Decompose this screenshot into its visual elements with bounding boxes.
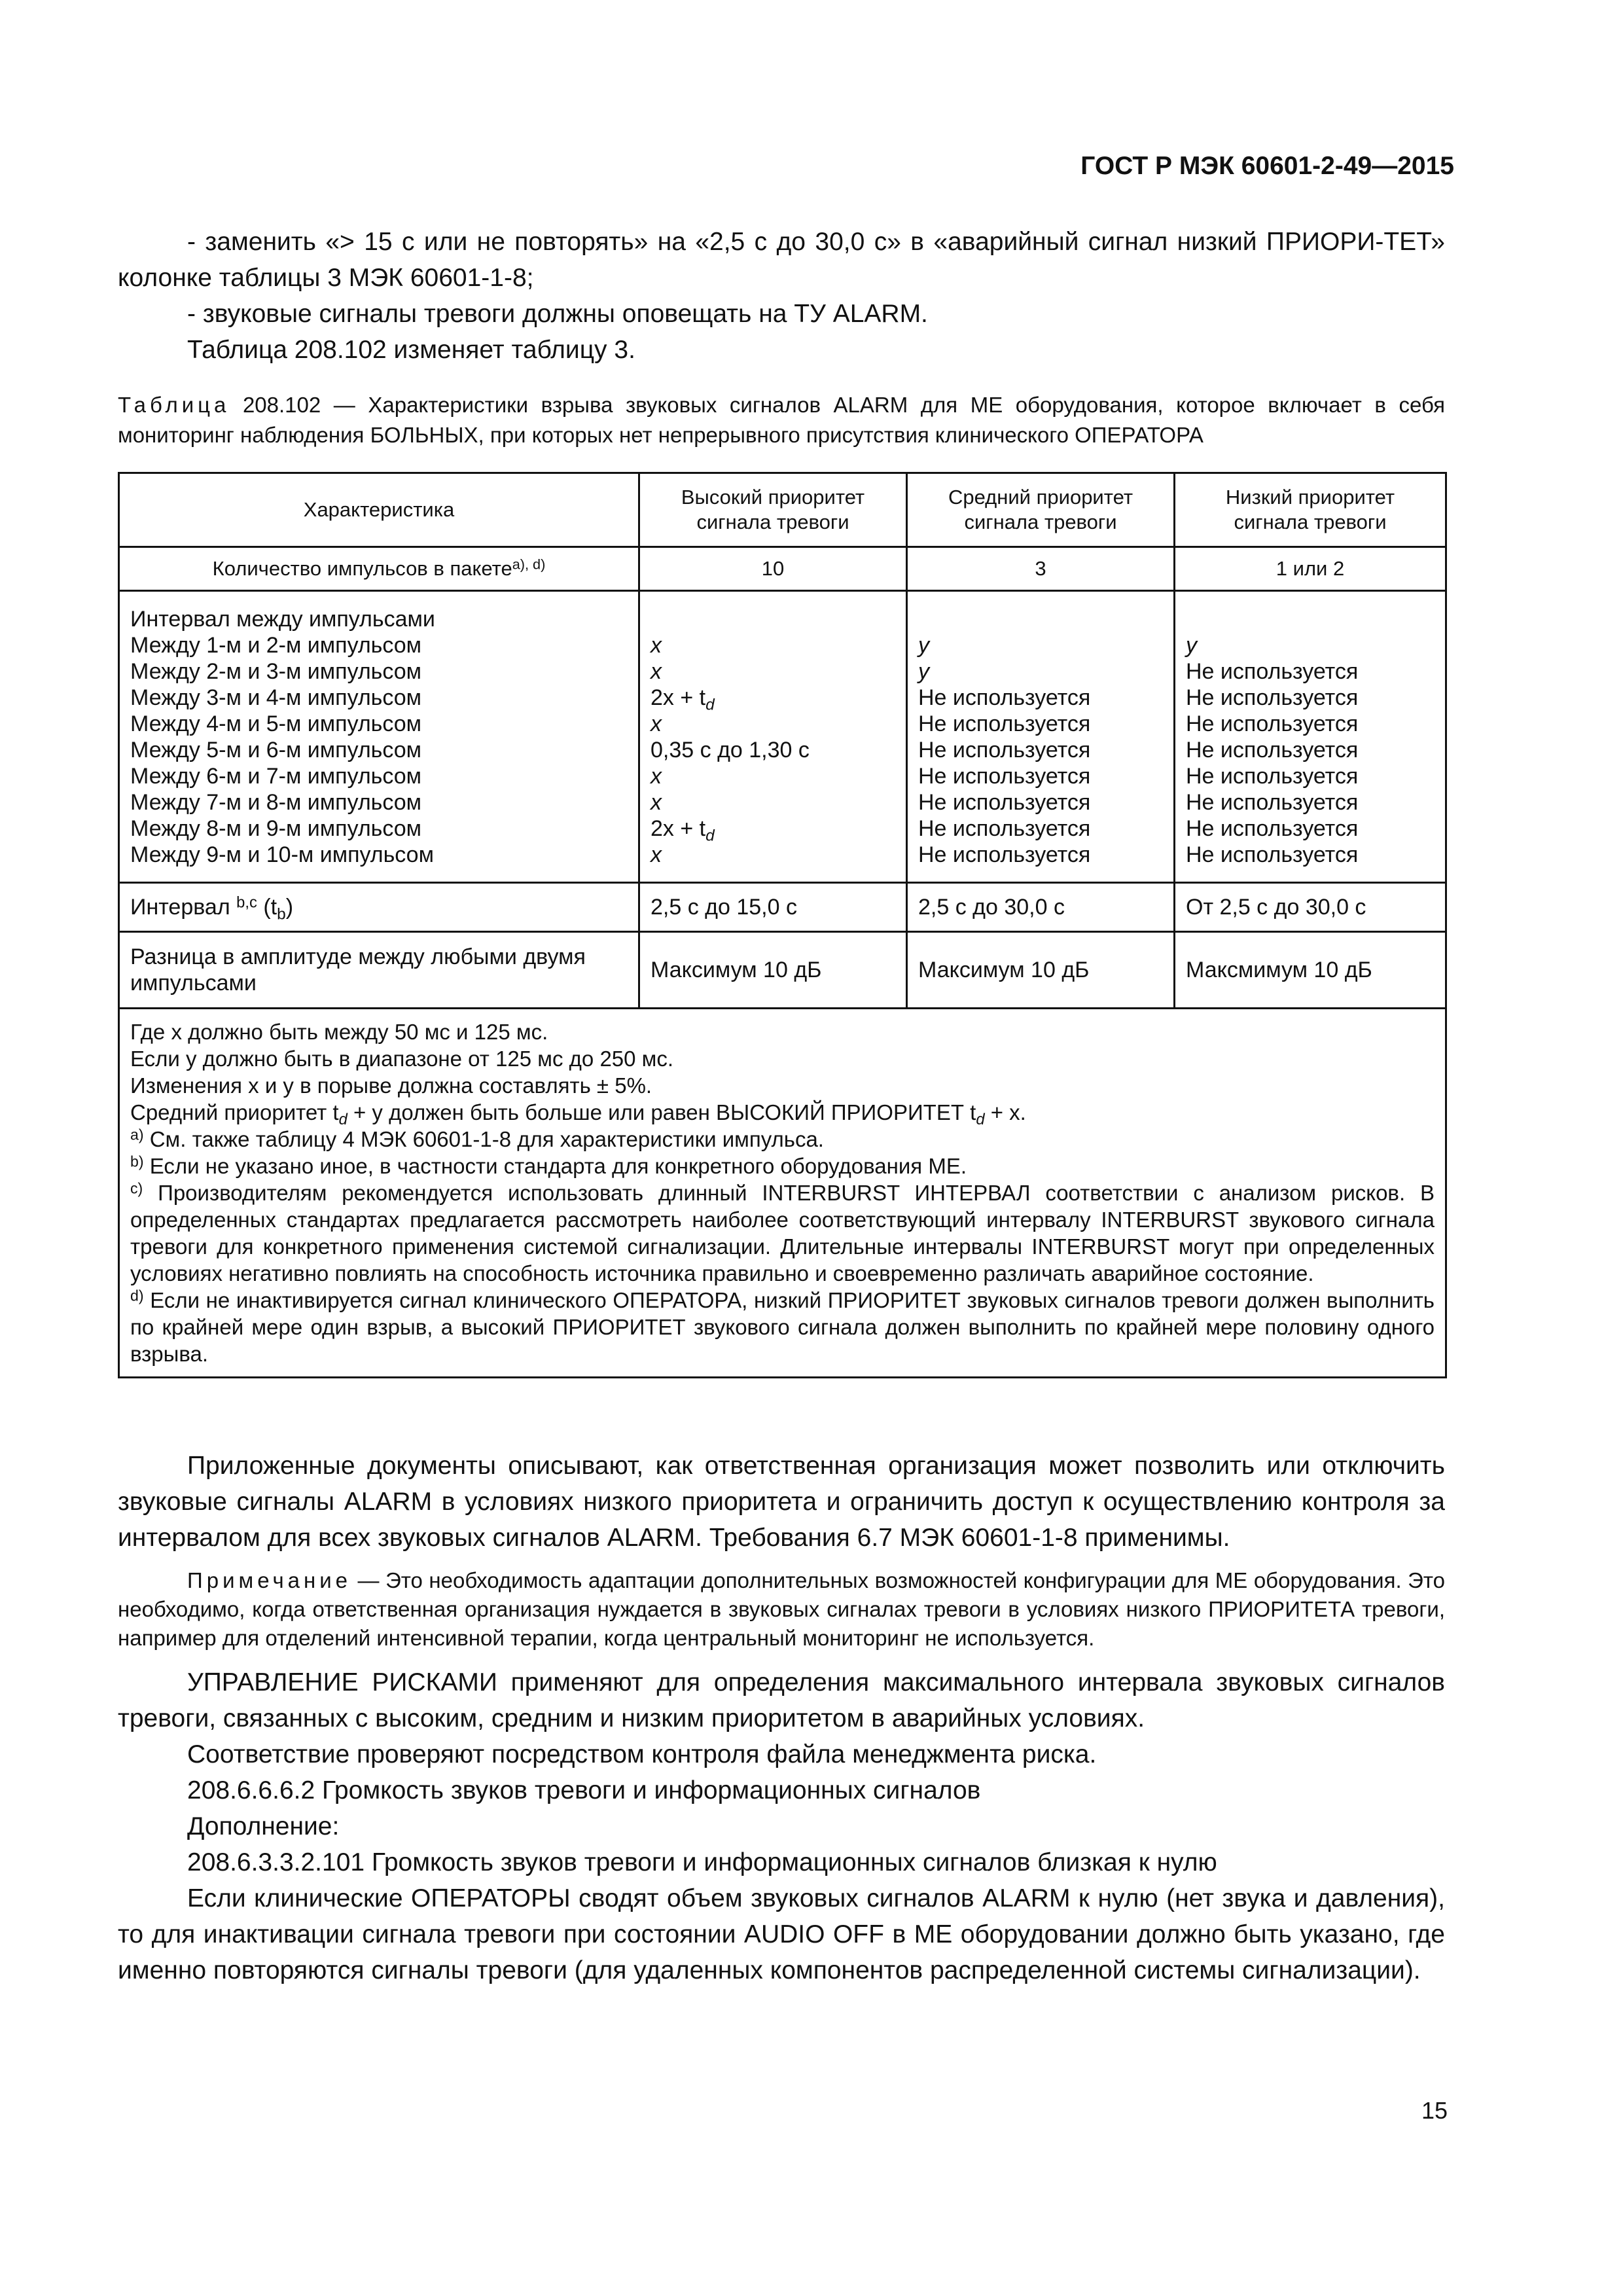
amplitude-medium: Максимум 10 дБ [907,932,1175,1009]
paragraph-documents: Приложенные документы описывают, как ответственная организация может позволить или отключить звуковые сигналы ALARM в условиях низкого приоритета и ограничить доступ к осуществлению контроля за интервалом для всех звуковых сигналов ALARM. Требования 6.7 МЭК 60601-1-8 применимы. [118,1452,1445,1552]
header-medium-priority: Средний приоритет сигнала тревоги [907,473,1175,547]
interburst-label: Интервал $^{b,c}$ $(t_b)$ [119,883,639,932]
interval-high: x x $2x + t_d$ x 0,35 с до 1,30 с x x $2x + t_d$ x [639,591,907,883]
note-label: Примечание [187,1568,352,1592]
interburst-row [119,883,1446,932]
alarm-burst-table [118,472,1445,1378]
interburst-medium: 2,5 с до 30,0 с [907,883,1175,932]
interburst-high: 2,5 с до 15,0 с [639,883,907,932]
footnotes-row [119,1009,1446,1378]
paragraph-compliance: Соответствие проверяют посредством контроля файла менеджмента риска. [187,1740,1097,1768]
intro-line-2: - звуковые сигналы тревоги должны оповещать на ТУ ALARM. [187,300,928,328]
intro-line-3: Таблица 208.102 изменяет таблицу 3. [187,336,635,364]
footnote-y: Если y должно быть в диапазоне от 125 мс до 250 мс. [130,1047,674,1071]
amplitude-high: Максимум 10 дБ [639,932,907,1009]
header-low-priority: Низкий приоритет сигнала тревоги [1175,473,1446,547]
header-characteristic: Характеристика [119,473,639,547]
paragraph-risk-management: УПРАВЛЕНИЕ РИСКАМИ применяют для определения максимального интервала звуковых сигналов тревоги, связанных с высоким, средним и низким приоритетом в аварийных условиях. [118,1668,1445,1732]
interval-labels: Интервал между импульсами Между 1-м и 2-м импульсом Между 2-м и 3-м импульсом Между 3-м и 4-м импульсом Между 4-м и 5-м импульсом Между 5-м и 6-м импульсом Между 6-м и 7-м импульсом Между 7-м и 8-м импульсом Между 8-м и 9-м импульсом Между 9-м и 10-м импульсом [119,591,639,883]
table-footnotes [119,1009,1446,1378]
interburst-low: От 2,5 с до 30,0 с [1175,883,1446,932]
clause-heading-1: 208.6.6.6.2 Громкость звуков тревоги и информационных сигналов [187,1776,981,1804]
body-text [118,1448,1445,1988]
pulses-row [119,547,1446,591]
note-paragraph [118,1566,1445,1653]
note-text: — Это необходимость адаптации дополнительных возможностей конфигурации для ME оборудования. Это необходимо, когда ответственная организация нуждается в звуковых сигналах тревоги в условиях низкого ПРИОРИТЕТА тревоги, например для отделений интенсивной терапии, когда центральный мониторинг не используется. [118,1568,1445,1650]
footnote-variation: Изменения x и y в порыве должна составлять ± 5%. [130,1073,652,1098]
interval-row [119,591,1446,883]
table-caption-label: Таблица [118,393,230,417]
pulses-low: 1 или 2 [1175,547,1446,591]
pulses-high: 10 [639,547,907,591]
interval-medium: y y Не используется Не используется Не используется Не используется Не используется Не используется Не используется [907,591,1175,883]
clause-heading-2: 208.6.3.3.2.101 Громкость звуков тревоги и информационных сигналов близкая к нулю [187,1848,1217,1876]
interval-low: y Не используется Не используется Не используется Не используется Не используется Не используется Не используется Не используется [1175,591,1446,883]
amplitude-row [119,932,1446,1009]
intro-line-1: - заменить «> 15 с или не повторять» на «2,5 с до 30,0 с» в «аварийный сигнал низкий ПРИОРИ-ТЕТ» колонке таблицы 3 МЭК 60601-1-8; [118,228,1445,292]
footnote-x: Где x должно быть между 50 мс и 125 мс. [130,1020,548,1044]
amplitude-low: Максмимум 10 дБ [1175,932,1446,1009]
pulses-label: Количество импульсов в пакете$^{a), d)}$ [119,547,639,591]
table-caption-text: 208.102 — Характеристики взрыва звуковых сигналов ALARM для ME оборудования, которое включает в себя мониторинг наблюдения БОЛЬНЫХ, при которых нет непрерывного присутствия клинического ОПЕРАТОРА [118,393,1446,447]
footnote-d: $^{d)}$ Если не инактивируется сигнал клинического ОПЕРАТОРА, низкий ПРИОРИТЕТ звуковых сигналов тревоги должен выполнить по крайней мере один взрыв, а высокий ПРИОРИТЕТ звукового сигнала должен выполнить по крайней мере половину одного взрыва. [130,1287,1435,1366]
page-number: 15 [1421,2097,1448,2124]
amplitude-label: Разница в амплитуде между любыми двумя импульсами [119,932,639,1009]
intro-block [118,224,1445,368]
footnote-medium-priority: Средний приоритет $t_d + y$ должен быть больше или равен ВЫСОКИЙ ПРИОРИТЕТ $t_d + x$. [130,1100,1026,1129]
header-high-priority: Высокий приоритет сигнала тревоги [639,473,907,547]
paragraph-operators: Если клинические ОПЕРАТОРЫ сводят объем звуковых сигналов ALARM к нулю (нет звука и давления), то для инактивации сигнала тревоги при состоянии AUDIO OFF в ME оборудовании должно быть указано, где именно повторяются сигналы тревоги (для удаленных компонентов распределенной системы сигнализации). [118,1884,1445,1984]
addition-label: Дополнение: [187,1812,340,1840]
table-caption [118,390,1445,450]
footnote-b: $^{b)}$ Если не указано иное, в частности стандарта для конкретного оборудования ME. [130,1153,967,1178]
footnote-a: $^{a)}$ См. также таблицу 4 МЭК 60601-1-8 для характеристики импульса. [130,1126,824,1151]
document-id: ГОСТ Р МЭК 60601-2-49—2015 [1080,152,1454,180]
pulses-medium: 3 [907,547,1175,591]
footnote-c: $^{c)}$ Производителям рекомендуется использовать длинный INTERBURST ИНТЕРВАЛ соответствии с анализом рисков. В определенных стандартах предлагается рассмотреть наиболее соответствующий интервалу INTERBURST звукового сигнала тревоги для конкретного применения системой сигнализации. Длительные интервалы INTERBURST могут при определенных условиях негативно повлиять на способность источника правильно и своевременно различать аварийное состояние. [130,1179,1435,1285]
table-header-row [119,473,1446,547]
